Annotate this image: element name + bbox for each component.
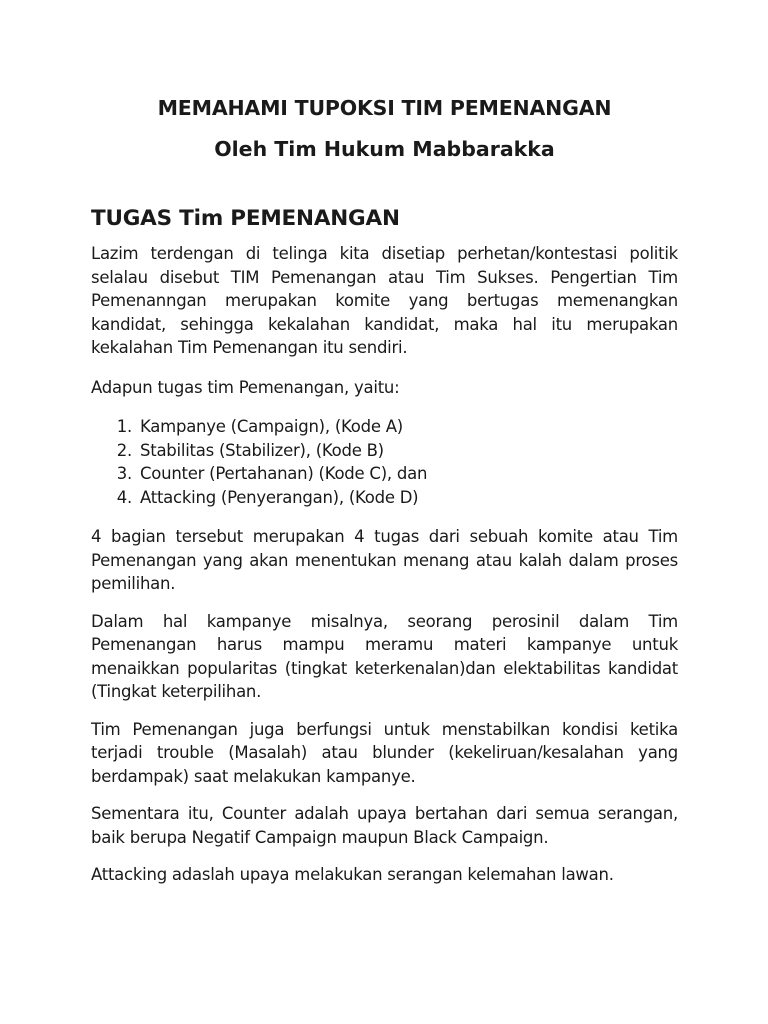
body-paragraph: Dalam hal kampanye misalnya, seorang perosinil dalam Tim Pemenangan harus mampu meramu materi kampanye untuk menaikkan popularitas (tingkat keterkenalan)dan elektabilitas kandidat (Tingkat keterpilihan. xyxy=(91,611,678,701)
body-paragraph: 4 bagian tersebut merupakan 4 tugas dari sebuah komite atau Tim Pemenangan yang akan menentukan menang atau kalah dalam proses pemilihan. xyxy=(91,527,678,593)
document-subtitle: Oleh Tim Hukum Mabbarakka xyxy=(214,137,555,161)
tasks-intro-paragraph: Adapun tugas tim Pemenangan, yaitu: xyxy=(91,377,400,397)
list-item: 1. Kampanye (Campaign), (Kode A) xyxy=(137,415,678,439)
list-item: 2. Stabilitas (Stabilizer), (Kode B) xyxy=(137,439,678,463)
intro-paragraph: Lazim terdengan di telinga kita disetiap perhetan/kontestasi politik selalau disebut TIM Pemenangan atau Tim Sukses. Pengertian Tim Pemenanngan merupakan komite yang bertugas memenangkan kandidat, sehingga kekalahan kandidat, maka hal itu merupakan kekalahan Tim Pemenangan itu sendiri. xyxy=(91,244,678,357)
body-paragraph: Sementara itu, Counter adalah upaya bertahan dari semua serangan, baik berupa Negatif Campaign maupun Black Campaign. xyxy=(91,804,678,847)
body-paragraph: Tim Pemenangan juga berfungsi untuk menstabilkan kondisi ketika terjadi trouble (Masalah) atau blunder (kekeliruan/kesalahan yang berdampak) saat melakukan kampanye. xyxy=(91,719,678,786)
document-page xyxy=(91,94,678,887)
body-paragraph: Attacking adaslah upaya melakukan serangan kelemahan lawan. xyxy=(91,865,614,884)
section-heading: TUGAS Tim PEMENANGAN xyxy=(91,206,400,231)
tasks-list xyxy=(91,415,678,509)
document-title: MEMAHAMI TUPOKSI TIM PEMENANGAN xyxy=(157,96,612,120)
list-item: 3. Counter (Pertahanan) (Kode C), dan xyxy=(137,462,678,486)
list-item: 4. Attacking (Penyerangan), (Kode D) xyxy=(137,486,678,510)
